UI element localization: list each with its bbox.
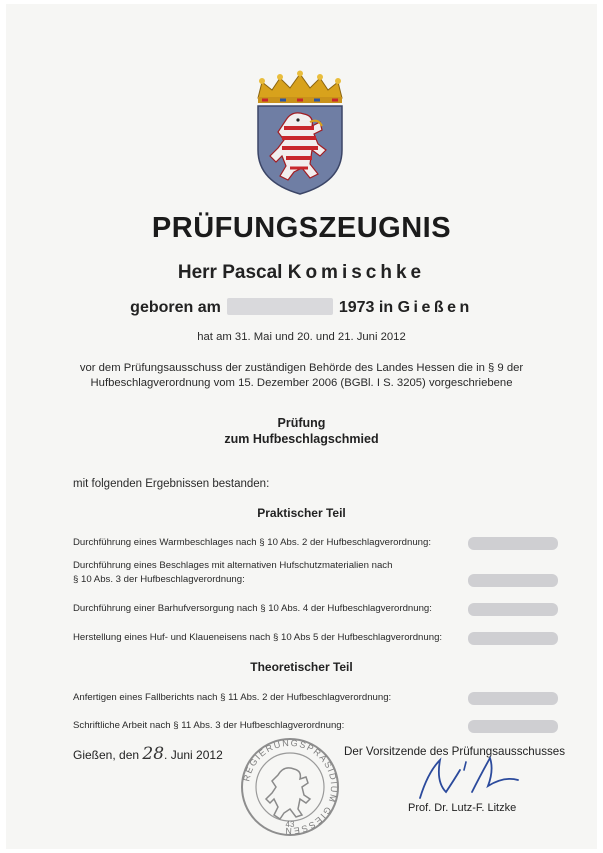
- exam-title-line-1: Prüfung: [277, 416, 326, 430]
- redacted-birth-date: [227, 298, 333, 315]
- theory-item-1: Anfertigen eines Fallberichts nach § 11 Abs. 2 der Hufbeschlagverordnung:: [73, 692, 392, 703]
- born-year: 1973 in: [338, 299, 394, 316]
- theory-item-2: Schriftliche Arbeit nach § 11 Abs. 3 der Hufbeschlagverordnung:: [73, 720, 345, 731]
- official-seal-icon: [238, 735, 342, 839]
- place-date-prefix: Gießen, den: [73, 748, 140, 762]
- practical-item-4: Herstellung eines Huf- und Klaueneisens nach § 10 Abs 5 der Hufbeschlagverordnung:: [73, 632, 443, 643]
- intro-line-2: Hufbeschlagverordnung vom 15. Dezember 2006 (BGBl. I S. 3205) vorgeschriebene: [90, 377, 513, 389]
- recipient-name: [0, 262, 603, 284]
- practical-item-3: Durchführung einer Barhufversorgung nach § 10 Abs. 4 der Hufbeschlagverordnung:: [73, 603, 432, 614]
- signatory-name: Prof. Dr. Lutz-F. Litzke: [408, 802, 517, 814]
- intro-line-1: vor dem Prüfungsausschuss der zuständigen Behörde des Landes Hessen die in § 9 der: [79, 362, 524, 374]
- practical-heading: Praktischer Teil: [257, 506, 346, 520]
- document-title: PRÜFUNGSZEUGNIS: [151, 212, 452, 244]
- redacted-grade: [468, 574, 558, 587]
- practical-item-1: Durchführung eines Warmbeschlages nach § 10 Abs. 2 der Hufbeschlagverordnung:: [73, 537, 432, 548]
- place-date-day: 28: [142, 744, 165, 764]
- redacted-grade: [468, 720, 558, 733]
- recipient-first-name: Herr Pascal: [177, 262, 283, 283]
- seal-number: 43: [285, 820, 295, 829]
- signature-icon: [410, 752, 540, 804]
- exam-date-line: hat am 31. Mai und 20. und 21. Juni 2012: [197, 331, 406, 343]
- results-intro: mit folgenden Ergebnissen bestanden:: [73, 478, 270, 490]
- coat-of-arms-icon: [248, 70, 352, 198]
- birth-line: [0, 298, 603, 317]
- redacted-grade: [468, 537, 558, 550]
- born-prefix: geboren am: [130, 299, 221, 316]
- crown-icon: [258, 71, 342, 104]
- place-date-suffix: . Juni 2012: [164, 748, 223, 762]
- place-date: [73, 744, 223, 764]
- recipient-surname: Komischke: [287, 262, 426, 283]
- redacted-grade: [468, 632, 558, 645]
- redacted-grade: [468, 692, 558, 705]
- seal-text: REGIERUNGSPRÄSIDIUM GIESSEN: [241, 737, 340, 837]
- theory-heading: Theoretischer Teil: [250, 660, 353, 674]
- chair-label: Der Vorsitzende des Prüfungsausschusses: [344, 745, 566, 758]
- redacted-grade: [468, 603, 558, 616]
- practical-item-2-line-2: § 10 Abs. 3 der Hufbeschlagverordnung:: [73, 574, 245, 585]
- practical-item-2-line-1: Durchführung eines Beschlages mit alternativen Hufschutzmaterialien nach: [73, 560, 393, 571]
- born-place: Gießen: [397, 299, 473, 316]
- exam-title-line-2: zum Hufbeschlagschmied: [224, 432, 379, 446]
- seal-lion-icon: [266, 768, 310, 819]
